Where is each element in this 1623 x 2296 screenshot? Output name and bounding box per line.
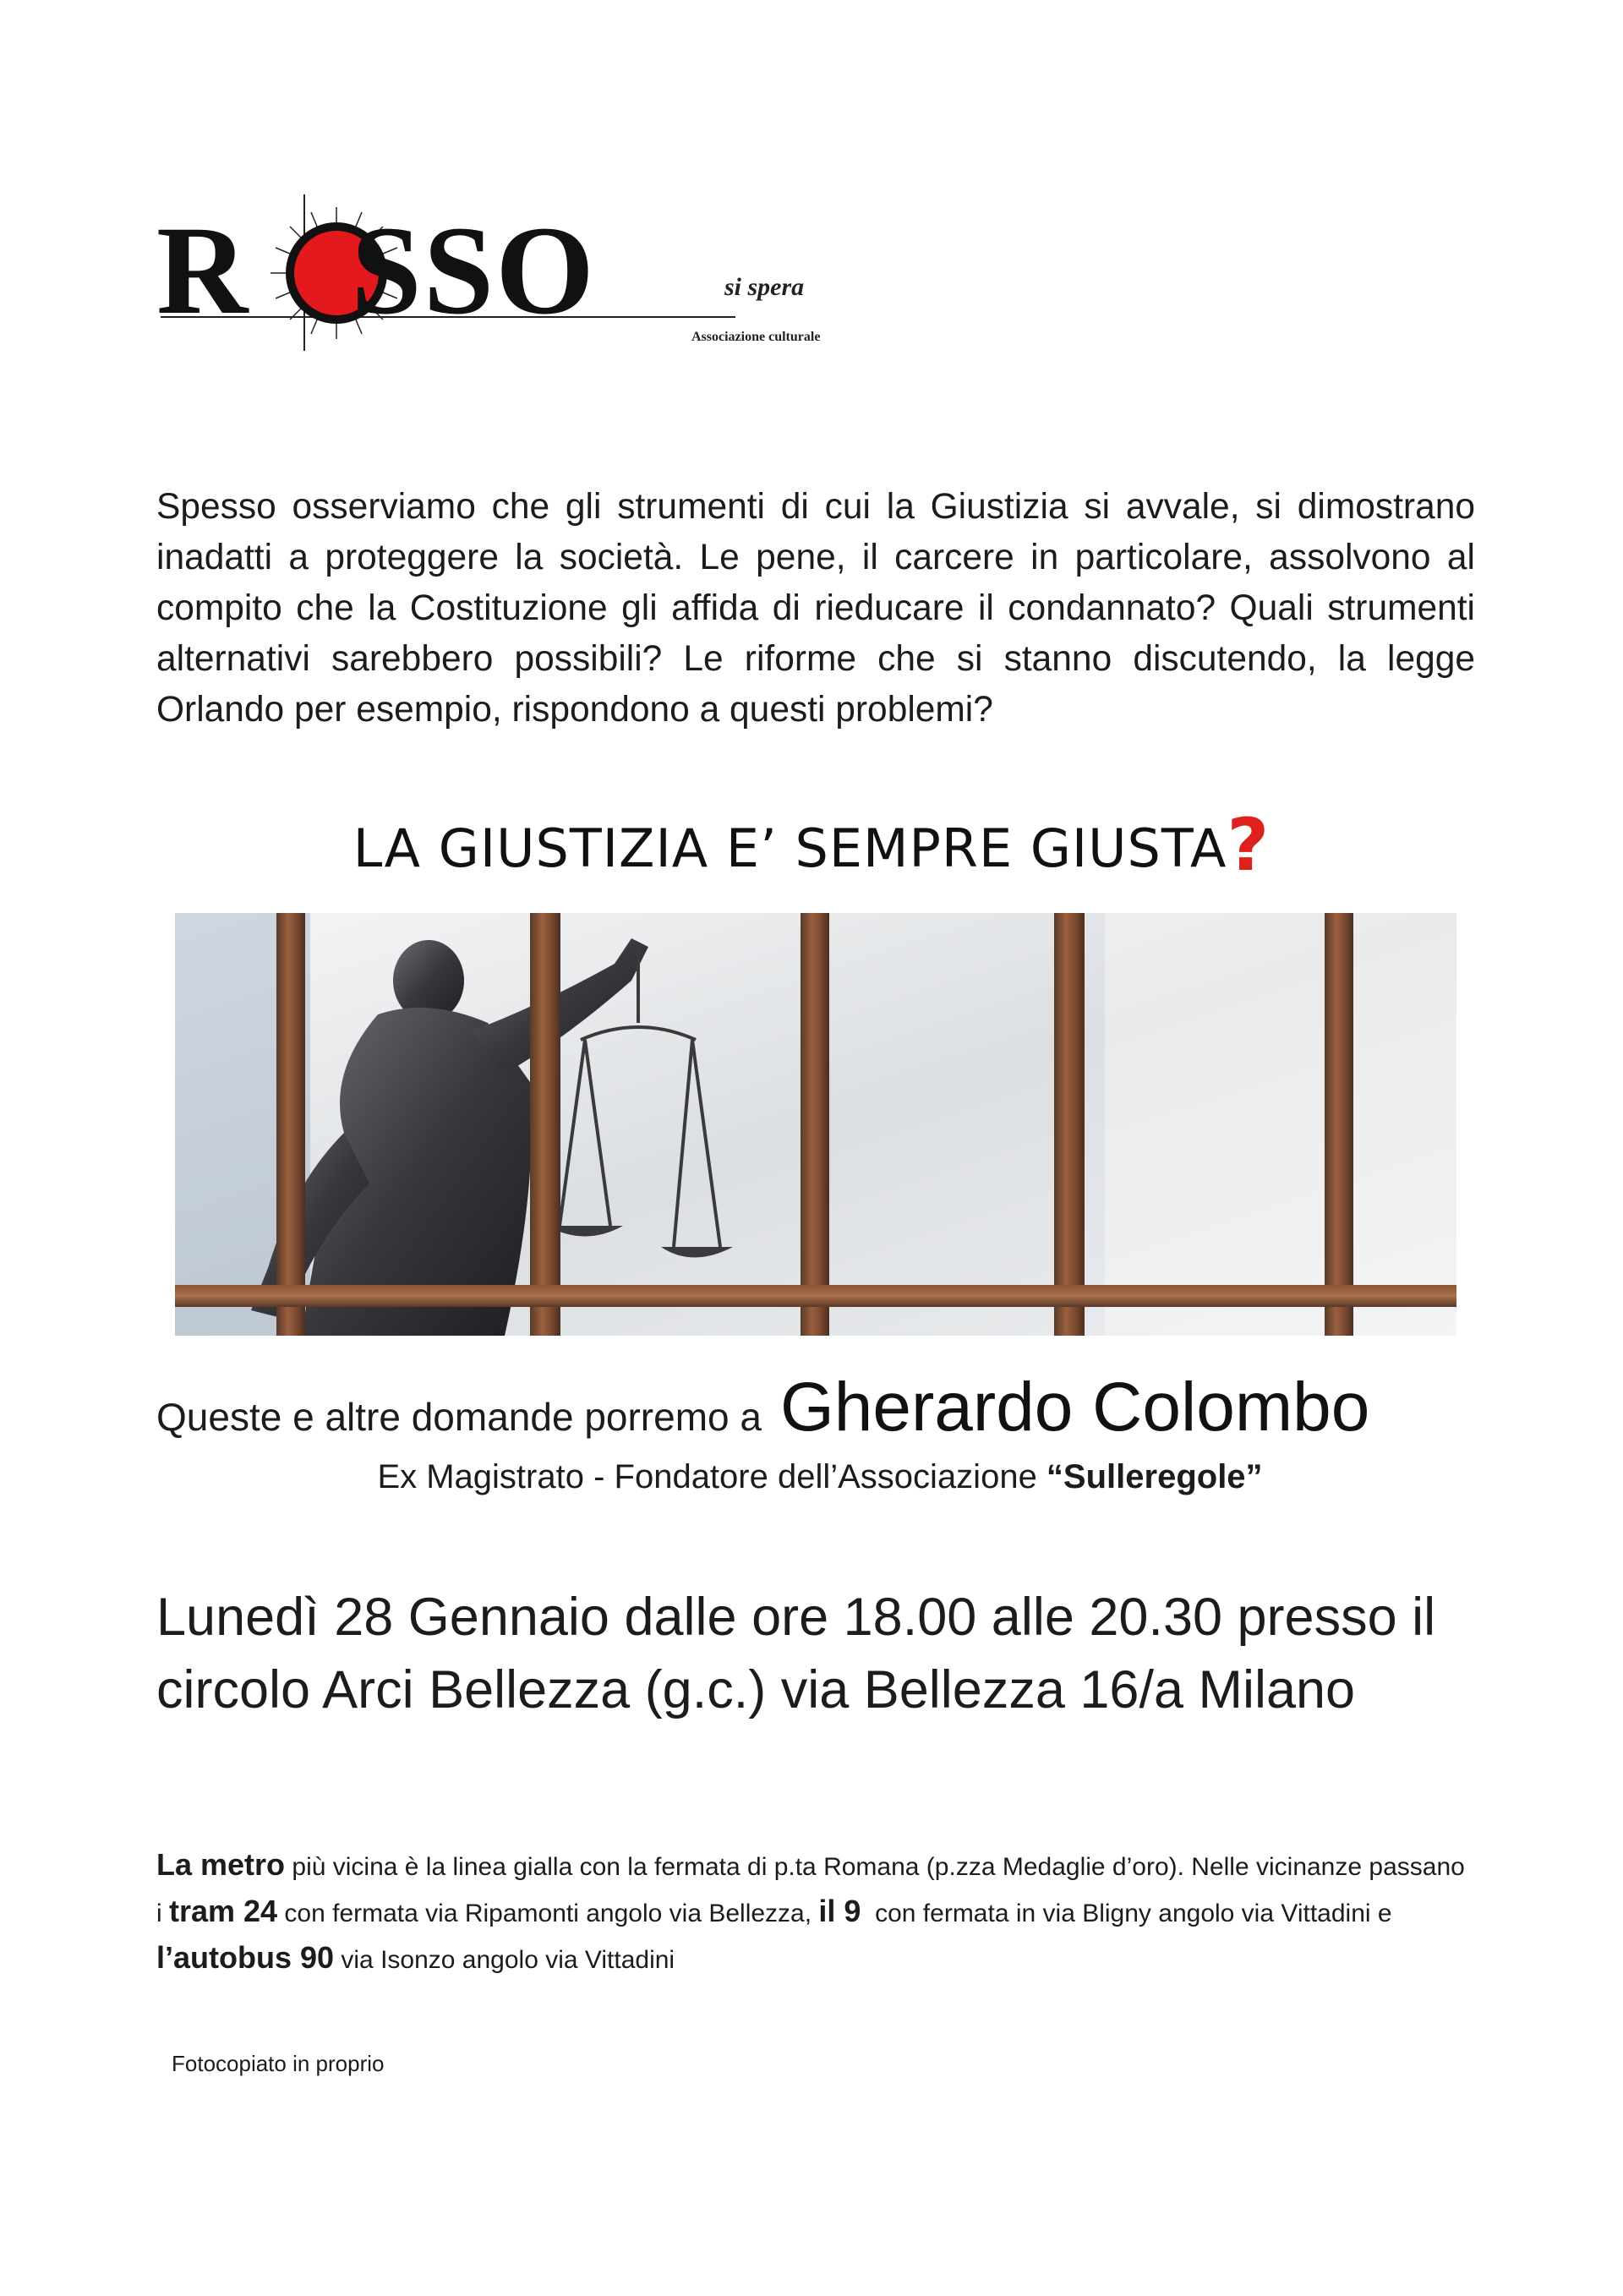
headline-question-mark: ?: [1227, 803, 1271, 888]
speaker-name: Gherardo Colombo: [779, 1369, 1370, 1446]
tram-9-label: il 9: [818, 1894, 861, 1928]
event-details: [156, 1581, 1509, 1726]
tram-9-text: con fermata in via Bligny angolo via Vittadini e: [861, 1900, 1399, 1927]
headline: [0, 803, 1623, 888]
speaker-role: [0, 1458, 1623, 1496]
logo-subtitle: Associazione culturale: [691, 330, 821, 344]
event-line-2: circolo Arci Bellezza (g.c.) via Bellezza 16/a Milano: [156, 1660, 1356, 1719]
justice-statue-behind-bars-image: [175, 913, 1456, 1336]
transport-info: [156, 1843, 1475, 1982]
intro-paragraph: Spesso osserviamo che gli strumenti di cui la Giustizia si avvale, si dimostrano inadatti a proteggere la società. Le pene, il carcere in particolare, assolvono al compito che la Costituzione gli affida di rieducare il condannato? Quali strumenti alternativi sarebbero possibili? Le riforme che si stanno discutendo, la legge Orlando per esempio, rispondono a questi problemi?: [156, 487, 1475, 730]
speaker-line: [156, 1368, 1475, 1447]
headline-text: LA GIUSTIZIA E’ SEMPRE GIUSTA: [352, 817, 1227, 879]
event-line-1: Lunedì 28 Gennaio dalle ore 18.00 alle 20.30 presso il: [156, 1588, 1436, 1647]
tram-text: con fermata via Ripamonti angolo via Bellezza,: [277, 1900, 819, 1927]
bus-text: via Isonzo angolo via Vittadini: [334, 1946, 675, 1974]
bus-label: l’autobus 90: [156, 1940, 335, 1975]
tram-label: tram 24: [169, 1894, 278, 1928]
speaker-role-prefix: Ex Magistrato - Fondatore dell’Associazione: [377, 1458, 1046, 1495]
metro-text: più vicina è la linea gialla con la fermata di p.ta Romana (p.zza Medaglie d’oro). Nelle vicinanze passano i: [156, 1853, 1465, 1927]
footer-note: Fotocopiato in proprio: [172, 2051, 385, 2076]
speaker-lead: Queste e altre domande porremo a: [156, 1395, 762, 1439]
logo-word: R SSO: [156, 200, 596, 341]
speaker-role-org: “Sulleregole”: [1046, 1458, 1263, 1495]
metro-label: La metro: [156, 1847, 286, 1882]
rosso-logo: [152, 190, 879, 359]
logo-tagline: si spera: [724, 273, 805, 301]
